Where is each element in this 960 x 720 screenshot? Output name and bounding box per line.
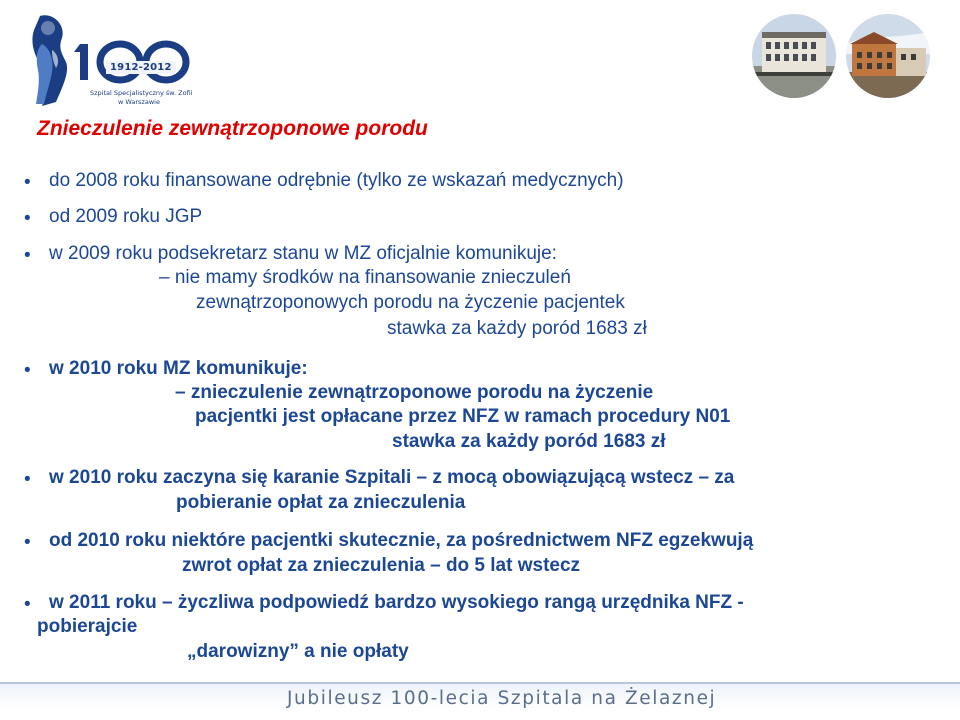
list-item-subtext: – nie mamy środków na finansowanie znieczuleń — [159, 267, 571, 288]
footer — [0, 684, 960, 720]
list-item-subtext: pobierajcie — [37, 616, 138, 637]
footer-text: Jubileusz 100-lecia Szpitala na Żelaznej — [287, 688, 717, 709]
bullet-icon: • — [24, 469, 31, 490]
list-item-subtext: pacjentki jest opłacane przez NFZ w ramach procedury N01 — [195, 406, 731, 427]
bullet-icon: • — [24, 245, 31, 266]
list-item-text: w 2011 roku – życzliwa podpowiedź bardzo wysokiego rangą urzędnika NFZ - — [49, 592, 744, 613]
list-item-subtext: – znieczulenie zewnątrzoponowe porodu na życzenie — [175, 382, 654, 403]
bullet-icon: • — [24, 594, 31, 615]
list-item-text: od 2010 roku niektóre pacjentki skutecznie, za pośrednictwem NFZ egzekwują — [49, 530, 754, 551]
list-item-subtext: zewnątrzoponowych porodu na życzenie pacjentek — [196, 292, 625, 313]
bullet-icon: • — [24, 532, 31, 553]
list-item-subtext: pobieranie opłat za znieczulenia — [176, 492, 466, 513]
list-item-text: od 2009 roku JGP — [49, 206, 203, 227]
slide-title: Znieczulenie zewnątrzoponowe porodu — [37, 117, 428, 140]
list-item-text: w 2009 roku podsekretarz stanu w MZ oficjalnie komunikuje: — [49, 243, 557, 264]
list-item-text: w 2010 roku zaczyna się karanie Szpitali – z mocą obowiązującą wstecz – za — [49, 467, 735, 488]
list-item-subtext: stawka za każdy poród 1683 zł — [392, 431, 666, 452]
bullet-icon: • — [24, 172, 31, 193]
list-item-text: do 2008 roku finansowane odrębnie (tylko ze wskazań medycznych) — [49, 170, 624, 191]
list-item-text: w 2010 roku MZ komunikuje: — [49, 358, 308, 379]
bullet-icon: • — [24, 208, 31, 229]
logo-city: w Warszawie — [118, 98, 160, 106]
list-item-subtext: zwrot opłat za znieczulenia – do 5 lat wstecz — [182, 555, 581, 576]
logo-hospital-name: Szpital Specjalistyczny św. Zofii — [90, 89, 193, 97]
logo-years: 1912-2012 — [106, 61, 176, 74]
bullet-icon: • — [24, 360, 31, 381]
list-item-subtext: stawka za każdy poród 1683 zł — [387, 318, 647, 339]
list-item-subtext: „darowizny” a nie opłaty — [187, 641, 409, 662]
